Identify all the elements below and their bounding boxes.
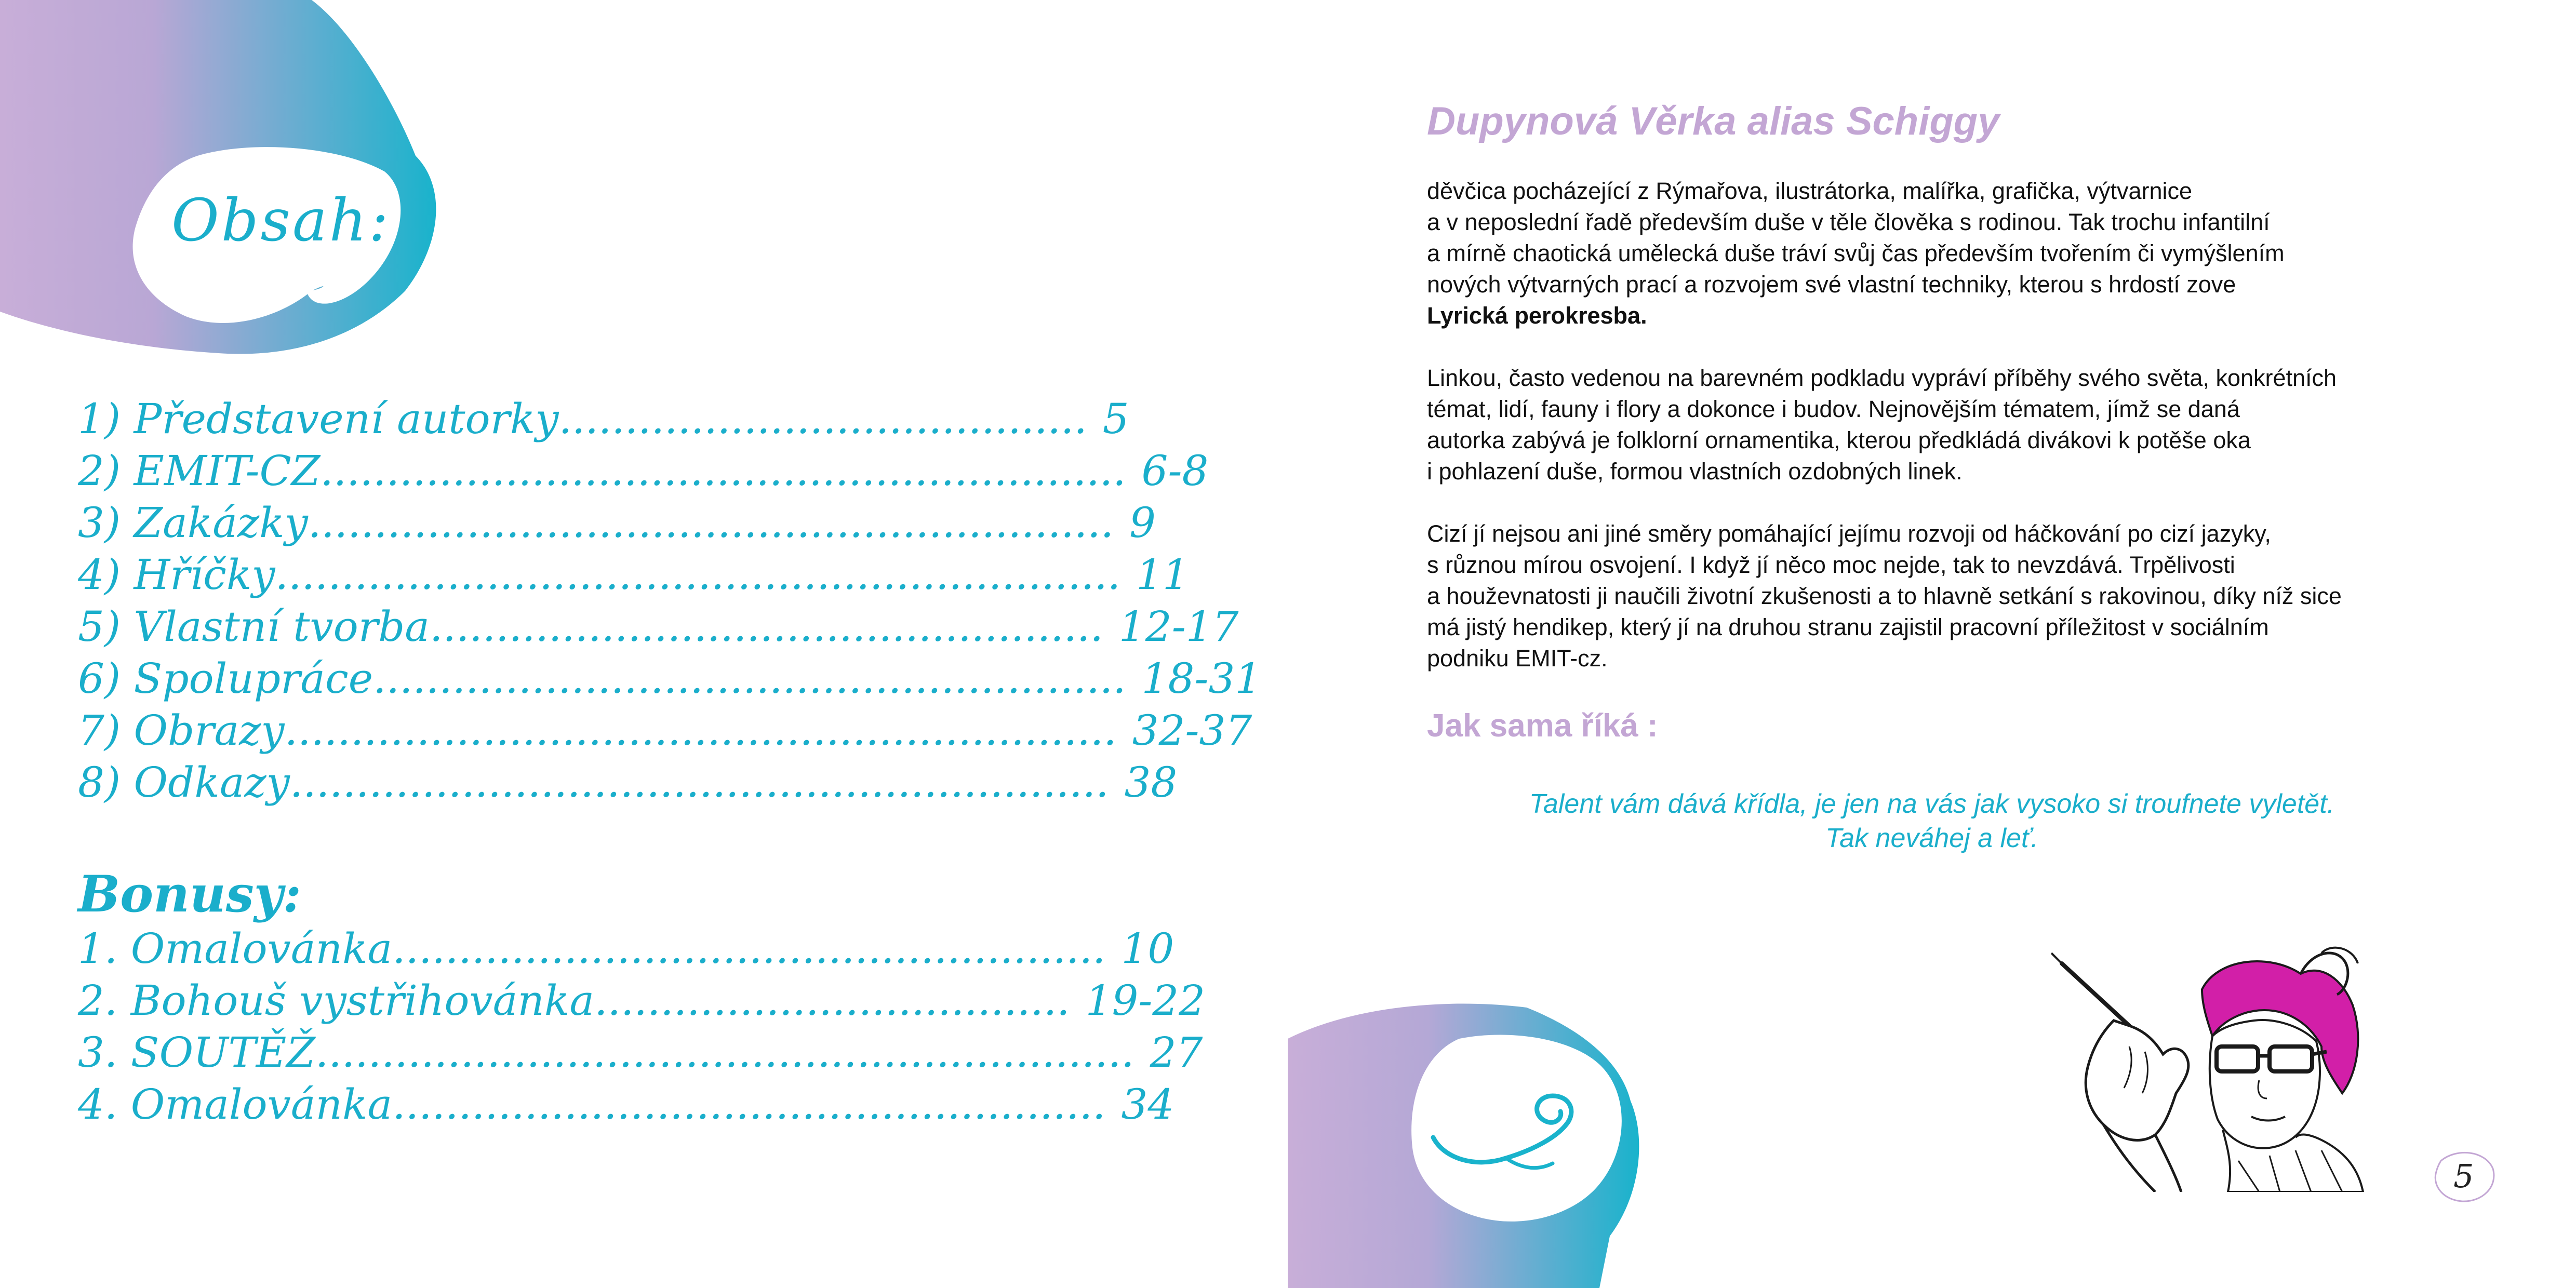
bonus-item-label: 3. SOUTĚŽ	[78, 1028, 315, 1077]
bio-line: podniku EMIT-cz.	[1427, 645, 1608, 672]
toc-item-label: 5) Vlastní tvorba	[78, 602, 430, 651]
toc-item[interactable]	[78, 395, 1273, 447]
bonus-item[interactable]	[78, 1028, 1273, 1080]
quote-line: Talent vám dává křídla, je jen na vás jak vysoko si troufnete vyletět.	[1529, 789, 2335, 819]
toc-dots: ....................................	[594, 976, 1070, 1025]
toc-item[interactable]	[78, 602, 1273, 654]
bio-paragraph	[1427, 518, 2492, 674]
bio-line: a mírně chaotická umělecká duše tráví svůj čas především tvořením či vymýšlením	[1427, 240, 2285, 266]
toc-item-label: 6) Spolupráce	[78, 654, 373, 703]
bio-line: i pohlazení duše, formou vlastních ozdobných linek.	[1427, 458, 1963, 485]
bio-paragraph	[1427, 363, 2492, 487]
bio-line: a v neposlední řadě především duše v těle člověka s rodinou. Tak trochu infantilní	[1427, 209, 2270, 235]
bio-line: nových výtvarných prací a rozvojem své vlastní techniky, kterou s hrdostí zove	[1427, 271, 2236, 298]
bio-line: Linkou, často vedenou na barevném podkladu vypráví příběhy svého světa, konkrétních	[1427, 365, 2337, 391]
bonus-item[interactable]	[78, 1080, 1273, 1132]
bio-line: a houževnatosti ji naučili životní zkušenosti a to hlavně setkání s rakovinou, díky níž sice	[1427, 583, 2342, 609]
bonus-item-page: 19-22	[1085, 976, 1206, 1025]
bonus-item-page: 27	[1150, 1028, 1203, 1077]
toc-item-page: 5	[1102, 395, 1129, 443]
bonus-item[interactable]	[78, 976, 1273, 1028]
toc-dots: ................................................................	[275, 551, 1121, 599]
bonus-item-page: 34	[1121, 1080, 1174, 1129]
toc-item[interactable]	[78, 654, 1273, 706]
bio-line: má jistý hendikep, který jí na druhou stranu zajistil pracovní příležitost v sociálním	[1427, 614, 2269, 640]
toc-dots: ...............................................................	[284, 706, 1117, 755]
toc-dots: ...................................................	[430, 602, 1103, 651]
toc-dots: ..............................................................	[315, 1028, 1134, 1077]
bonus-item-page: 10	[1121, 924, 1174, 973]
right-page	[1288, 0, 2576, 1288]
toc-dots: ......................................................	[392, 924, 1106, 973]
toc-item-label: 2) EMIT-CZ	[78, 447, 321, 495]
toc-item-page: 6-8	[1141, 447, 1209, 495]
toc-item[interactable]	[78, 499, 1273, 551]
toc-dots: .........................................................	[373, 654, 1126, 703]
corner-blob-bottom-left	[1288, 997, 1683, 1288]
toc-item[interactable]	[78, 758, 1273, 810]
toc-item-label: 7) Obrazy	[78, 706, 285, 755]
toc-item-page: 18-31	[1141, 654, 1262, 703]
toc-dots: ......................................................	[392, 1080, 1106, 1129]
bio-line: s různou mírou osvojení. I když jí něco moc nejde, tak to nevzdává. Trpělivosti	[1427, 552, 2235, 578]
toc-item-page: 32-37	[1132, 706, 1252, 755]
toc-dots: ........................................	[558, 395, 1087, 443]
toc-dots: ..............................................................	[289, 758, 1109, 807]
author-title: Dupynová Věrka alias Schiggy	[1427, 99, 2000, 143]
toc-item[interactable]	[78, 706, 1273, 758]
bio-line: děvčica pocházející z Rýmařova, ilustrátorka, malířka, grafička, výtvarnice	[1427, 178, 2193, 204]
bonus-item[interactable]	[78, 924, 1273, 976]
toc-dots: .............................................................	[320, 447, 1126, 495]
toc-item-label: 4) Hříčky	[78, 551, 275, 599]
toc-item-page: 12-17	[1118, 602, 1239, 651]
bio-paragraph	[1427, 176, 2492, 331]
toc-heading: Obsah:	[171, 187, 391, 254]
toc-item-label: 8) Odkazy	[78, 758, 290, 807]
toc-item-page: 38	[1124, 758, 1178, 807]
bio-line: témat, lidí, fauny i flory a dokonce i budov. Nejnovějším tématem, jímž se daná	[1427, 396, 2240, 422]
bonus-list	[78, 924, 1273, 1132]
toc-dots: .............................................................	[308, 499, 1114, 547]
toc-item[interactable]	[78, 551, 1273, 602]
bio-line: Cizí jí nejsou ani jiné směry pomáhající jejímu rozvoji od háčkování po cizí jazyky,	[1427, 520, 2271, 547]
bonus-item-label: 2. Bohouš vystřihovánka	[78, 976, 595, 1025]
toc-item-page: 11	[1136, 551, 1189, 599]
author-quote	[1288, 787, 2576, 855]
author-bio	[1427, 176, 2492, 705]
toc-item-page: 9	[1129, 499, 1156, 547]
author-portrait-illustration	[2051, 943, 2384, 1192]
bonus-item-label: 1. Omalovánka	[78, 924, 393, 973]
bonus-heading: Bonusy:	[78, 865, 302, 923]
bio-line: autorka zabývá je folklorní ornamentika, kterou předkládá divákovi k potěše oka	[1427, 427, 2251, 453]
toc-item[interactable]	[78, 447, 1273, 499]
page-number: 5	[2453, 1157, 2474, 1195]
quote-line: Tak neváhej a leť.	[1825, 823, 2038, 853]
toc-item-label: 1) Představení autorky	[78, 395, 559, 443]
toc-item-label: 3) Zakázky	[78, 499, 308, 547]
bio-bold-line: Lyrická perokresba.	[1427, 302, 1647, 329]
table-of-contents	[78, 395, 1273, 810]
quote-heading: Jak sama říká :	[1427, 708, 1658, 744]
bonus-item-label: 4. Omalovánka	[78, 1080, 393, 1129]
